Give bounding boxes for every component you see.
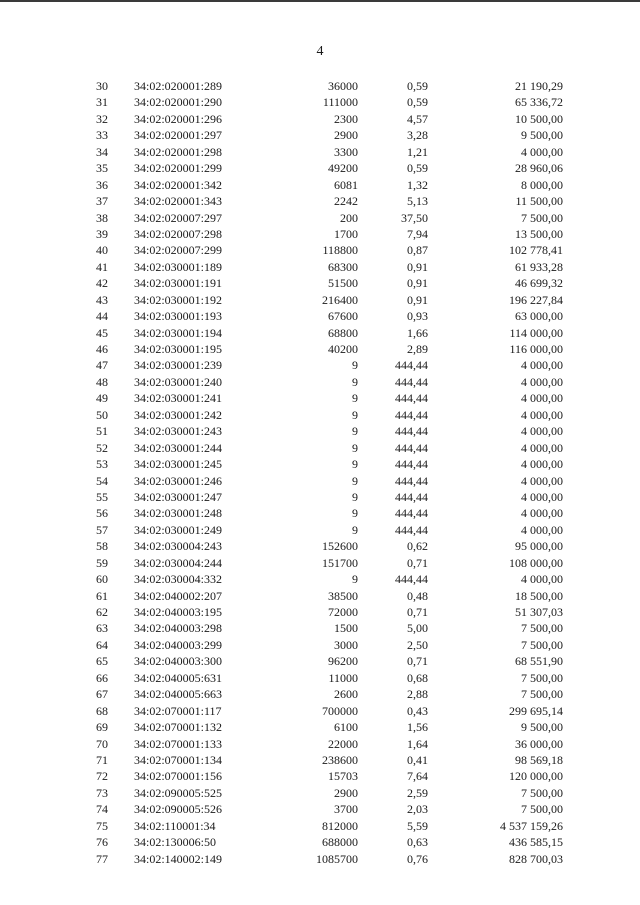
rate-value: 3,28 xyxy=(407,128,428,143)
cadastral-number: 34:02:040003:195 xyxy=(134,605,223,619)
row-number: 46 xyxy=(96,342,108,356)
table-row xyxy=(0,522,640,538)
area-value: 9 xyxy=(352,572,358,587)
table-row xyxy=(0,851,640,867)
row-number: 71 xyxy=(96,752,108,767)
area-value: 3300 xyxy=(334,144,358,159)
table-row xyxy=(0,686,640,702)
cadastral-number: 34:02:040003:298 xyxy=(134,621,223,636)
amount-value: 7 500,00 xyxy=(521,621,563,636)
row-number: 36 xyxy=(96,177,108,192)
area-value: 9 xyxy=(352,522,358,537)
area-value: 9 xyxy=(352,489,358,504)
amount-value: 4 000,00 xyxy=(521,522,563,537)
area-value: 812000 xyxy=(322,818,358,833)
amount-value: 36 000,00 xyxy=(515,736,563,751)
rate-value: 1,21 xyxy=(407,144,428,159)
area-value: 40200 xyxy=(328,342,358,356)
amount-value: 102 778,41 xyxy=(509,243,563,258)
row-number: 39 xyxy=(96,226,108,241)
row-number: 64 xyxy=(96,637,108,652)
cadastral-number: 34:02:030001:245 xyxy=(134,457,223,472)
table-row xyxy=(0,604,640,620)
area-value: 9 xyxy=(352,424,358,439)
table-row xyxy=(0,653,640,669)
row-number: 43 xyxy=(96,292,108,307)
amount-value: 46 699,32 xyxy=(515,276,563,291)
table-row xyxy=(0,210,640,226)
area-value: 2300 xyxy=(334,111,358,126)
rate-value: 0,71 xyxy=(407,555,428,570)
amount-value: 114 000,00 xyxy=(509,325,563,340)
cadastral-number: 34:02:020001:299 xyxy=(134,161,223,176)
area-value: 38500 xyxy=(328,588,358,603)
area-value: 49200 xyxy=(328,161,358,176)
table-row xyxy=(0,357,640,373)
amount-value: 4 000,00 xyxy=(521,374,563,389)
amount-value: 7 500,00 xyxy=(521,687,563,702)
rate-value: 7,64 xyxy=(407,769,428,784)
amount-value: 28 960,06 xyxy=(515,161,563,176)
amount-value: 4 537 159,26 xyxy=(500,818,563,833)
cadastral-number: 34:02:040005:663 xyxy=(134,687,223,702)
amount-value: 18 500,00 xyxy=(515,588,563,603)
amount-value: 4 000,00 xyxy=(521,572,563,587)
cadastral-number: 34:02:030001:239 xyxy=(134,358,223,373)
row-number: 58 xyxy=(96,539,108,554)
rate-value: 5,13 xyxy=(407,194,428,209)
rate-value: 0,91 xyxy=(407,259,428,274)
row-number: 72 xyxy=(96,769,108,784)
cadastral-number: 34:02:040003:299 xyxy=(134,637,223,652)
rate-value: 0,59 xyxy=(407,161,428,176)
area-value: 1085700 xyxy=(316,851,358,866)
area-value: 22000 xyxy=(328,736,358,751)
cadastral-number: 34:02:140002:149 xyxy=(134,851,223,866)
table-row xyxy=(0,768,640,784)
amount-value: 8 000,00 xyxy=(521,177,563,192)
cadastral-number: 34:02:030001:241 xyxy=(134,391,223,406)
rate-value: 1,64 xyxy=(407,736,428,751)
rate-value: 2,50 xyxy=(407,637,428,652)
rate-value: 1,56 xyxy=(407,720,428,735)
scan-edge xyxy=(0,0,640,2)
rate-value: 0,59 xyxy=(407,79,428,93)
rate-value: 444,44 xyxy=(395,407,428,422)
row-number: 74 xyxy=(96,802,108,817)
area-value: 9 xyxy=(352,407,358,422)
table-row xyxy=(0,620,640,636)
table-row xyxy=(0,834,640,850)
rate-value: 0,68 xyxy=(407,670,428,685)
table-row xyxy=(0,571,640,587)
table-row xyxy=(0,505,640,521)
amount-value: 98 569,18 xyxy=(515,752,563,767)
cadastral-number: 34:02:030001:192 xyxy=(134,292,223,307)
table-row xyxy=(0,160,640,176)
cadastral-number: 34:02:030001:243 xyxy=(134,424,223,439)
area-value: 6100 xyxy=(334,720,358,735)
amount-value: 4 000,00 xyxy=(521,489,563,504)
area-value: 9 xyxy=(352,391,358,406)
cadastral-number: 34:02:020001:290 xyxy=(134,95,223,110)
row-number: 37 xyxy=(96,194,108,209)
area-value: 11000 xyxy=(328,670,358,685)
rate-value: 0,71 xyxy=(407,605,428,619)
amount-value: 828 700,03 xyxy=(509,851,563,866)
row-number: 60 xyxy=(96,572,108,587)
area-value: 36000 xyxy=(328,79,358,93)
rate-value: 37,50 xyxy=(401,210,428,225)
cadastral-number: 34:02:030001:244 xyxy=(134,440,223,455)
rate-value: 5,00 xyxy=(407,621,428,636)
cadastral-number: 34:02:030004:244 xyxy=(134,555,223,570)
rate-value: 2,88 xyxy=(407,687,428,702)
amount-value: 51 307,03 xyxy=(515,605,563,619)
area-value: 67600 xyxy=(328,309,358,324)
cadastral-number: 34:02:030004:332 xyxy=(134,572,223,587)
area-value: 2600 xyxy=(334,687,358,702)
cadastral-number: 34:02:070001:117 xyxy=(134,703,222,718)
rate-value: 4,57 xyxy=(407,111,428,126)
amount-value: 13 500,00 xyxy=(515,226,563,241)
amount-value: 9 500,00 xyxy=(521,128,563,143)
table-row xyxy=(0,193,640,209)
table-row xyxy=(0,292,640,308)
table-row xyxy=(0,144,640,160)
row-number: 75 xyxy=(96,818,108,833)
table-row xyxy=(0,259,640,275)
row-number: 47 xyxy=(96,358,108,373)
cadastral-number: 34:02:020001:289 xyxy=(134,79,223,93)
area-value: 1500 xyxy=(334,621,358,636)
row-number: 69 xyxy=(96,720,108,735)
table-row xyxy=(0,456,640,472)
rate-value: 444,44 xyxy=(395,506,428,521)
rate-value: 0,91 xyxy=(407,292,428,307)
area-value: 3000 xyxy=(334,637,358,652)
row-number: 70 xyxy=(96,736,108,751)
row-number: 54 xyxy=(96,473,108,488)
rate-value: 2,03 xyxy=(407,802,428,817)
amount-value: 4 000,00 xyxy=(521,440,563,455)
area-value: 1700 xyxy=(334,226,358,241)
cadastral-number: 34:02:020007:299 xyxy=(134,243,223,258)
rate-value: 444,44 xyxy=(395,572,428,587)
row-number: 57 xyxy=(96,522,108,537)
amount-value: 4 000,00 xyxy=(521,457,563,472)
table-row xyxy=(0,242,640,258)
table-row xyxy=(0,801,640,817)
area-value: 96200 xyxy=(328,654,358,669)
table-row xyxy=(0,308,640,324)
amount-value: 63 000,00 xyxy=(515,309,563,324)
area-value: 111000 xyxy=(322,95,358,110)
amount-value: 7 500,00 xyxy=(521,637,563,652)
rate-value: 7,94 xyxy=(407,226,428,241)
rate-value: 0,93 xyxy=(407,309,428,324)
cadastral-number: 34:02:070001:156 xyxy=(134,769,223,784)
cadastral-number: 34:02:030001:240 xyxy=(134,374,223,389)
row-number: 76 xyxy=(96,835,108,850)
table-row xyxy=(0,78,640,94)
table-row xyxy=(0,94,640,110)
area-value: 152600 xyxy=(322,539,358,554)
rate-value: 0,87 xyxy=(407,243,428,258)
amount-value: 68 551,90 xyxy=(515,654,563,669)
row-number: 38 xyxy=(96,210,108,225)
amount-value: 9 500,00 xyxy=(521,720,563,735)
amount-value: 4 000,00 xyxy=(521,391,563,406)
rate-value: 444,44 xyxy=(395,424,428,439)
table-row xyxy=(0,407,640,423)
cadastral-number: 34:02:030001:193 xyxy=(134,309,223,324)
cadastral-number: 34:02:020007:298 xyxy=(134,226,223,241)
area-value: 2900 xyxy=(334,785,358,800)
amount-value: 7 500,00 xyxy=(521,210,563,225)
page-number: 4 xyxy=(316,44,324,59)
table-row xyxy=(0,719,640,735)
row-number: 59 xyxy=(96,555,108,570)
rate-value: 444,44 xyxy=(395,457,428,472)
rate-value: 2,59 xyxy=(407,785,428,800)
amount-value: 4 000,00 xyxy=(521,144,563,159)
row-number: 48 xyxy=(96,374,108,389)
amount-value: 7 500,00 xyxy=(521,802,563,817)
amount-value: 11 500,00 xyxy=(515,194,563,209)
table-row xyxy=(0,374,640,390)
cadastral-number: 34:02:110001:34 xyxy=(134,818,216,833)
amount-value: 108 000,00 xyxy=(509,555,563,570)
row-number: 34 xyxy=(96,144,108,159)
table-row xyxy=(0,588,640,604)
amount-value: 4 000,00 xyxy=(521,506,563,521)
amount-value: 7 500,00 xyxy=(521,670,563,685)
area-value: 700000 xyxy=(322,703,358,718)
table-row xyxy=(0,111,640,127)
amount-value: 4 000,00 xyxy=(521,407,563,422)
cadastral-number: 34:02:030004:243 xyxy=(134,539,223,554)
table-row xyxy=(0,177,640,193)
rate-value: 5,59 xyxy=(407,818,428,833)
amount-value: 196 227,84 xyxy=(509,292,563,307)
rate-value: 0,71 xyxy=(407,654,428,669)
area-value: 200 xyxy=(340,210,358,225)
cadastral-number: 34:02:030001:246 xyxy=(134,473,223,488)
area-value: 68300 xyxy=(328,259,358,274)
area-value: 15703 xyxy=(328,769,358,784)
row-number: 30 xyxy=(96,79,108,93)
cadastral-number: 34:02:090005:525 xyxy=(134,785,223,800)
area-value: 118800 xyxy=(322,243,358,258)
row-number: 40 xyxy=(96,243,108,258)
cadastral-number: 34:02:040003:300 xyxy=(134,654,223,669)
row-number: 35 xyxy=(96,161,108,176)
amount-value: 4 000,00 xyxy=(521,358,563,373)
rate-value: 0,59 xyxy=(407,95,428,110)
row-number: 55 xyxy=(96,489,108,504)
area-value: 72000 xyxy=(328,605,358,619)
row-number: 53 xyxy=(96,457,108,472)
table-row xyxy=(0,736,640,752)
row-number: 49 xyxy=(96,391,108,406)
row-number: 61 xyxy=(96,588,108,603)
amount-value: 65 336,72 xyxy=(515,95,563,110)
table-row xyxy=(0,785,640,801)
row-number: 67 xyxy=(96,687,108,702)
area-value: 6081 xyxy=(334,177,358,192)
row-number: 62 xyxy=(96,605,108,619)
table-row xyxy=(0,555,640,571)
row-number: 73 xyxy=(96,785,108,800)
table-row xyxy=(0,423,640,439)
table-row xyxy=(0,325,640,341)
rate-value: 444,44 xyxy=(395,473,428,488)
amount-value: 299 695,14 xyxy=(509,703,563,718)
rate-value: 444,44 xyxy=(395,358,428,373)
amount-value: 116 000,00 xyxy=(509,342,563,356)
cadastral-number: 34:02:070001:134 xyxy=(134,752,223,767)
cadastral-number: 34:02:090005:526 xyxy=(134,802,223,817)
area-value: 51500 xyxy=(328,276,358,291)
rate-value: 444,44 xyxy=(395,374,428,389)
rate-value: 1,66 xyxy=(407,325,428,340)
row-number: 50 xyxy=(96,407,108,422)
table-row xyxy=(0,473,640,489)
amount-value: 61 933,28 xyxy=(515,259,563,274)
table-row xyxy=(0,127,640,143)
table-row xyxy=(0,538,640,554)
rate-value: 444,44 xyxy=(395,489,428,504)
cadastral-number: 34:02:020001:298 xyxy=(134,144,223,159)
cadastral-number: 34:02:030001:195 xyxy=(134,342,223,356)
row-number: 41 xyxy=(96,259,108,274)
amount-value: 436 585,15 xyxy=(509,835,563,850)
amount-value: 4 000,00 xyxy=(521,424,563,439)
rate-value: 0,76 xyxy=(407,851,428,866)
area-value: 9 xyxy=(352,457,358,472)
table-row xyxy=(0,637,640,653)
rate-value: 0,62 xyxy=(407,539,428,554)
area-value: 9 xyxy=(352,358,358,373)
row-number: 56 xyxy=(96,506,108,521)
table-row xyxy=(0,818,640,834)
cadastral-number: 34:02:030001:247 xyxy=(134,489,223,504)
rate-value: 444,44 xyxy=(395,391,428,406)
rate-value: 0,63 xyxy=(407,835,428,850)
row-number: 51 xyxy=(96,424,108,439)
row-number: 52 xyxy=(96,440,108,455)
cadastral-number: 34:02:030001:248 xyxy=(134,506,223,521)
cadastral-number: 34:02:030001:189 xyxy=(134,259,223,274)
rate-value: 444,44 xyxy=(395,522,428,537)
amount-value: 21 190,29 xyxy=(515,79,563,93)
amount-value: 95 000,00 xyxy=(515,539,563,554)
area-value: 9 xyxy=(352,506,358,521)
table-row xyxy=(0,341,640,357)
cadastral-number: 34:02:030001:242 xyxy=(134,407,223,422)
amount-value: 4 000,00 xyxy=(521,473,563,488)
cadastral-number: 34:02:020007:297 xyxy=(134,210,223,225)
row-number: 44 xyxy=(96,309,108,324)
cadastral-number: 34:02:020001:297 xyxy=(134,128,223,143)
rate-value: 0,43 xyxy=(407,703,428,718)
area-value: 688000 xyxy=(322,835,358,850)
row-number: 66 xyxy=(96,670,108,685)
area-value: 151700 xyxy=(322,555,358,570)
rate-value: 1,32 xyxy=(407,177,428,192)
rate-value: 2,89 xyxy=(407,342,428,356)
rate-value: 0,91 xyxy=(407,276,428,291)
area-value: 2900 xyxy=(334,128,358,143)
cadastral-number: 34:02:020001:296 xyxy=(134,111,223,126)
table-row xyxy=(0,390,640,406)
cadastral-number: 34:02:130006:50 xyxy=(134,835,217,850)
table-row xyxy=(0,489,640,505)
rate-value: 0,48 xyxy=(407,588,428,603)
table-row xyxy=(0,440,640,456)
rate-value: 444,44 xyxy=(395,440,428,455)
cadastral-number: 34:02:020001:343 xyxy=(134,194,223,209)
cadastral-number: 34:02:070001:132 xyxy=(134,720,223,735)
row-number: 65 xyxy=(96,654,108,669)
table-row xyxy=(0,752,640,768)
row-number: 45 xyxy=(96,325,108,340)
cadastral-number: 34:02:030001:249 xyxy=(134,522,223,537)
row-number: 68 xyxy=(96,703,108,718)
area-value: 3700 xyxy=(334,802,358,817)
area-value: 238600 xyxy=(322,752,358,767)
amount-value: 10 500,00 xyxy=(515,111,563,126)
parcel-table xyxy=(0,78,640,867)
area-value: 9 xyxy=(352,374,358,389)
cadastral-number: 34:02:030001:191 xyxy=(134,276,223,291)
area-value: 9 xyxy=(352,440,358,455)
cadastral-number: 34:02:040005:631 xyxy=(134,670,223,685)
row-number: 32 xyxy=(96,111,108,126)
row-number: 33 xyxy=(96,128,108,143)
table-row xyxy=(0,703,640,719)
table-row xyxy=(0,226,640,242)
table-row xyxy=(0,275,640,291)
area-value: 9 xyxy=(352,473,358,488)
table-row xyxy=(0,670,640,686)
amount-value: 120 000,00 xyxy=(509,769,563,784)
area-value: 68800 xyxy=(328,325,358,340)
area-value: 216400 xyxy=(322,292,358,307)
row-number: 42 xyxy=(96,276,108,291)
row-number: 77 xyxy=(96,851,108,866)
amount-value: 7 500,00 xyxy=(521,785,563,800)
cadastral-number: 34:02:020001:342 xyxy=(134,177,223,192)
cadastral-number: 34:02:070001:133 xyxy=(134,736,223,751)
cadastral-number: 34:02:030001:194 xyxy=(134,325,223,340)
rate-value: 0,41 xyxy=(407,752,428,767)
cadastral-number: 34:02:040002:207 xyxy=(134,588,223,603)
area-value: 2242 xyxy=(334,194,358,209)
row-number: 63 xyxy=(96,621,108,636)
row-number: 31 xyxy=(96,95,108,110)
